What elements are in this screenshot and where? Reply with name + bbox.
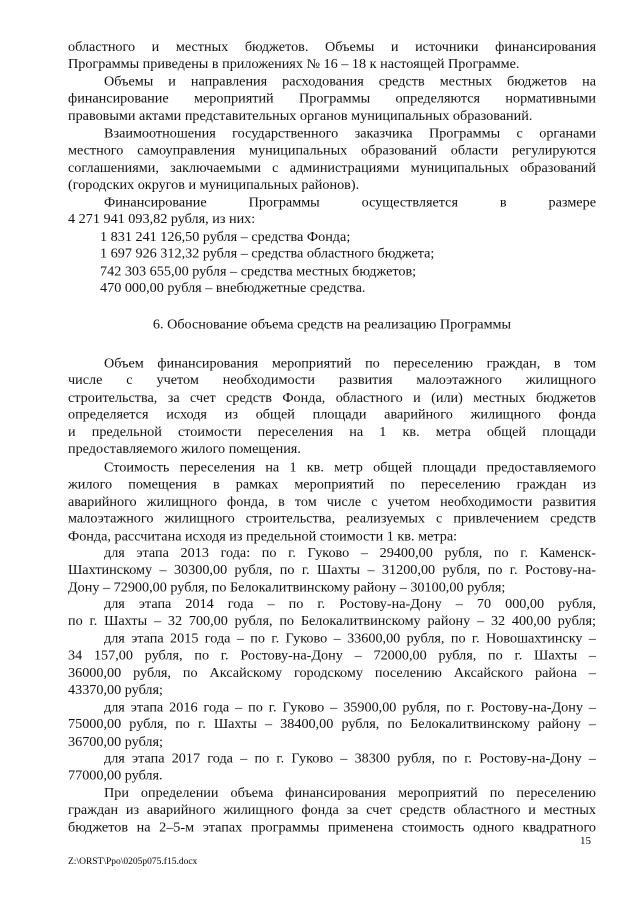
text-line: Шахтинскому – 30300,00 рубля, по г. Шахты – 31200,00 рубля, по г. Ростову-на-	[68, 563, 596, 578]
paragraph-volume-definition	[68, 355, 596, 458]
word: осуществляется	[361, 195, 458, 211]
paragraph-total-funding	[68, 194, 596, 228]
text-line: Взаимоотношения государственного заказчика Программы с органами	[104, 126, 596, 142]
funding-list	[68, 229, 596, 297]
text-line: для этапа 2016 года – по г. Гуково – 35900,00 рубля, по г. Ростову-на-Дону –	[104, 700, 596, 716]
text-line: местного самоуправления муниципальных образований области регулируются	[68, 143, 596, 159]
text-line: правовыми актами представительных органов муниципальных образований.	[68, 108, 533, 124]
footer-file-path: Z:\ORST\Ppo\0205p075.f15.docx	[68, 857, 198, 867]
word: размере	[548, 195, 596, 211]
paragraph-relations	[68, 126, 596, 194]
text-line: определяется исходя из общей площади аварийного жилищного фонда	[68, 407, 596, 423]
text-line: и предельной стоимости переселения на 1 кв. метра общей площади	[68, 424, 596, 440]
page-number: 15	[580, 835, 591, 847]
stage-2017	[68, 751, 596, 785]
text-line: соглашениями, заключаемыми с администрациями муниципальных образований	[68, 160, 596, 176]
text-line: для этапа 2017 года – по г. Гуково – 38300 рубля, по г. Ростову-на-Дону –	[104, 751, 596, 767]
section-heading: 6. Обоснование объема средств на реализацию Программы	[152, 317, 512, 333]
text-line: граждан из аварийного жилищного фонда за счет средств областного и местных	[68, 802, 596, 818]
list-item: 470 000,00 рубля – внебюджетные средства.	[100, 281, 366, 296]
text-line: Дону – 72900,00 рубля, по Белокалитвинскому району – 30100,00 рубля;	[68, 580, 506, 595]
text-line: Программы приведены в приложениях № 16 – 18 к настоящей Программе.	[68, 57, 520, 72]
text-line: Фонда, рассчитана исходя из предельной стоимости 1 кв. метра:	[68, 528, 458, 544]
text-line: малоэтажного жилищного строительства, реализуемых с привлечением средств	[68, 511, 596, 527]
text-line: Объемы и направления расходования средств местных бюджетов на	[104, 74, 596, 90]
text-line: аварийного жилищного фонда, в том числе с учетом необходимости развития	[68, 494, 596, 510]
text-line: для этапа 2015 года – по г. Гуково – 33600,00 рубля, по г. Новошахтинску –	[104, 631, 596, 647]
text-line: по г. Шахты – 32 700,00 рубля, по Белокалитвинскому району – 32 400,00 рубля;	[68, 614, 596, 630]
list-item: 1 831 241 126,50 рубля – средства Фонда;	[100, 229, 351, 245]
stage-2016	[68, 699, 596, 750]
text-line: для этапа 2013 года: по г. Гуково – 29400,00 рубля, по г. Каменск-	[104, 545, 596, 561]
text-line: При определении объема финансирования мероприятий по переселению	[104, 785, 596, 801]
text-line	[68, 194, 596, 211]
text-line: 36000,00 рубля, по Аксайскому городскому поселению Аксайского района –	[68, 665, 596, 681]
word: в	[499, 195, 507, 211]
text-line: Объем финансирования мероприятий по переселению граждан, в том	[104, 356, 596, 372]
text-line: для этапа 2014 года – по г. Ростову-на-Дону – 70 000,00 рубля,	[104, 597, 596, 612]
text-line: (городских округов и муниципальных районов).	[68, 177, 360, 193]
stage-2013	[68, 545, 596, 596]
word: Программы	[248, 195, 320, 211]
text-line: финансирование мероприятий Программы определяются нормативными	[68, 91, 596, 107]
stage-2014	[68, 596, 596, 630]
list-item: 742 303 655,00 рубля – средства местных бюджетов;	[100, 263, 417, 279]
paragraph-cost-per-meter	[68, 459, 596, 545]
text-line: 4 271 941 093,82 рубля, из них:	[68, 212, 256, 228]
text-line: Стоимость переселения на 1 кв. метр общей площади предоставляемого	[104, 460, 596, 476]
text-line: 43370,00 рубля;	[68, 682, 163, 698]
text-line: областного и местных бюджетов. Объемы и источники финансирования	[68, 39, 596, 55]
word: Финансирование	[104, 195, 207, 211]
paragraph-local-budgets	[68, 73, 596, 124]
text-line: строительства, за счет средств Фонда, областного и (или) местных бюджетов	[68, 390, 596, 406]
text-line: 77000,00 рубля.	[68, 768, 163, 784]
text-line: 36700,00 рубля;	[68, 734, 163, 750]
text-line: 34 157,00 рубля, по г. Ростову-на-Дону – 72000,00 рубля, по г. Шахты –	[68, 648, 596, 664]
list-item: 1 697 926 312,32 рубля – средства областного бюджета;	[100, 246, 435, 262]
paragraph-regional-cost	[68, 785, 596, 836]
paragraph-funding-sources	[68, 39, 596, 73]
text-line: предоставляемого жилого помещения.	[68, 441, 301, 457]
text-line: 75000,00 рубля, по г. Шахты – 38400,00 рубля, по Белокалитвинскому району –	[68, 717, 596, 733]
text-line: бюджетов на 2–5-м этапах программы применена стоимость одного квадратного	[68, 820, 596, 835]
text-line: жилого помещения в рамках мероприятий по переселению граждан из	[68, 477, 596, 493]
text-line: числе с учетом необходимости развития малоэтажного жилищного	[68, 373, 596, 389]
stage-2015	[68, 631, 596, 699]
